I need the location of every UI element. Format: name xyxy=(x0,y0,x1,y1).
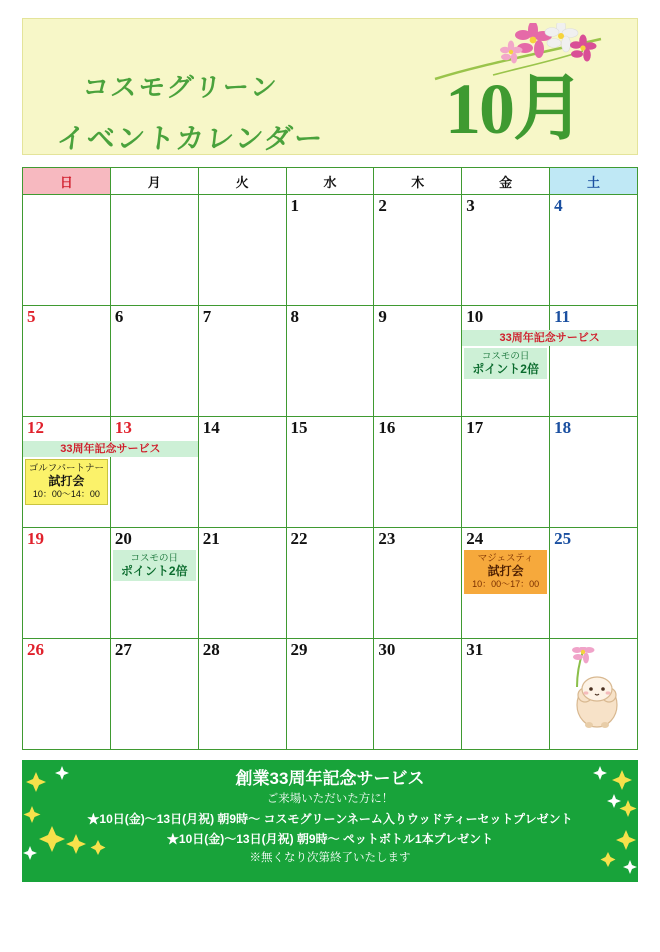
footer-offer-1: ★10日(金)〜13日(月祝) 朝9時〜 コスモグリーンネーム入りウッドティーセットプレゼント xyxy=(87,812,573,826)
day-number: 5 xyxy=(27,307,36,326)
sheep-mascot-icon xyxy=(559,647,629,733)
event-line2: ポイント2倍 xyxy=(472,362,539,376)
day-number: 15 xyxy=(290,418,308,437)
event-line1: ゴルフパートナー xyxy=(28,463,105,474)
weekday-sun: 日 xyxy=(23,168,111,195)
day-number: 10 xyxy=(466,307,484,326)
calendar-title: イベントカレンダー xyxy=(55,123,326,154)
day-number: 14 xyxy=(202,418,220,437)
day-cell-2[interactable] xyxy=(374,195,462,306)
day-number: 8 xyxy=(290,307,300,326)
day-cell-1[interactable] xyxy=(286,195,374,306)
day-number: 13 xyxy=(114,418,132,437)
day-cell-17[interactable] xyxy=(462,417,550,528)
weekday-wed: 水 xyxy=(286,168,374,195)
footer-title: 創業33周年記念サービス xyxy=(235,769,425,788)
day-cell-5[interactable] xyxy=(23,306,111,417)
day-number: 28 xyxy=(202,640,220,659)
weekday-mon: 月 xyxy=(110,168,198,195)
day-number: 19 xyxy=(27,529,44,548)
event-majesty[interactable] xyxy=(464,550,547,594)
calendar-grid xyxy=(22,167,638,750)
footer-note: ※無くなり次第終了いたします xyxy=(249,852,411,864)
day-number: 16 xyxy=(378,418,396,437)
day-cell-18[interactable] xyxy=(550,417,638,528)
day-number: 27 xyxy=(114,640,132,659)
anniversary-banner: 33周年記念サービス xyxy=(462,330,637,346)
day-number: 6 xyxy=(114,307,124,326)
day-cell-21[interactable] xyxy=(198,528,286,639)
day-cell-22[interactable] xyxy=(286,528,374,639)
day-cell-24[interactable] xyxy=(462,528,550,639)
day-cell-25[interactable] xyxy=(550,528,638,639)
day-cell-15[interactable] xyxy=(286,417,374,528)
weekday-thu: 木 xyxy=(374,168,462,195)
day-number: 18 xyxy=(554,418,572,437)
day-number: 4 xyxy=(554,196,563,215)
day-cell-29[interactable] xyxy=(286,639,374,750)
footer-offer-2: ★10日(金)〜13日(月祝) 朝9時〜 ペットボトル1本プレゼント xyxy=(166,832,494,846)
event-line2: ポイント2倍 xyxy=(120,564,188,578)
day-number: 21 xyxy=(202,529,220,548)
day-number: 24 xyxy=(466,529,484,548)
day-number: 29 xyxy=(290,640,308,659)
calendar-week-2 xyxy=(23,306,638,417)
day-cell-mascot xyxy=(550,639,638,750)
day-cell-27[interactable] xyxy=(110,639,198,750)
day-cell-11[interactable] xyxy=(550,306,638,417)
calendar-page xyxy=(0,18,660,952)
weekday-header-row xyxy=(23,168,638,195)
day-cell-3[interactable] xyxy=(462,195,550,306)
event-golf-partner[interactable] xyxy=(25,459,108,505)
day-cell-4[interactable] xyxy=(550,195,638,306)
day-number: 2 xyxy=(378,196,387,215)
day-number: 12 xyxy=(27,418,44,437)
event-line1: コスモの日 xyxy=(481,351,530,362)
footer-promo xyxy=(22,760,638,882)
event-line3: 10：00〜14：00 xyxy=(32,489,100,499)
day-cell-26[interactable] xyxy=(23,639,111,750)
day-cell-28[interactable] xyxy=(198,639,286,750)
event-line2: 試打会 xyxy=(487,564,524,578)
day-number: 23 xyxy=(378,529,396,548)
weekday-tue: 火 xyxy=(198,168,286,195)
calendar-week-3 xyxy=(23,417,638,528)
day-number: 25 xyxy=(554,529,572,548)
day-number: 31 xyxy=(466,640,484,659)
day-cell-6[interactable] xyxy=(110,306,198,417)
day-number: 30 xyxy=(378,640,396,659)
day-cell-13[interactable] xyxy=(110,417,198,528)
month-label: 10月 xyxy=(444,69,583,149)
day-cell-14[interactable] xyxy=(198,417,286,528)
calendar-week-5 xyxy=(23,639,638,750)
day-cell-empty xyxy=(198,195,286,306)
event-line3: 10：00〜17：00 xyxy=(472,579,540,589)
day-cell-20[interactable] xyxy=(110,528,198,639)
day-number: 7 xyxy=(202,307,212,326)
brand-name: コスモグリーン xyxy=(81,72,280,102)
day-number: 17 xyxy=(466,418,484,437)
day-cell-16[interactable] xyxy=(374,417,462,528)
day-number: 20 xyxy=(114,529,132,548)
day-number: 11 xyxy=(554,307,571,326)
calendar-week-1 xyxy=(23,195,638,306)
day-cell-8[interactable] xyxy=(286,306,374,417)
event-cosmo-day[interactable] xyxy=(113,550,196,581)
day-cell-19[interactable] xyxy=(23,528,111,639)
day-cell-empty xyxy=(110,195,198,306)
day-cell-23[interactable] xyxy=(374,528,462,639)
day-cell-31[interactable] xyxy=(462,639,550,750)
anniversary-banner: 33周年記念サービス xyxy=(23,441,198,457)
weekday-fri: 金 xyxy=(462,168,550,195)
day-number: 3 xyxy=(466,196,475,215)
day-number: 26 xyxy=(27,640,44,659)
day-number: 9 xyxy=(378,307,387,326)
footer-subtitle: ご来場いただいた方に！ xyxy=(266,793,394,805)
day-number: 22 xyxy=(290,529,308,548)
weekday-sat: 土 xyxy=(550,168,638,195)
day-cell-7[interactable] xyxy=(198,306,286,417)
day-cell-empty xyxy=(23,195,111,306)
event-line1: コスモの日 xyxy=(130,553,179,564)
event-line1: マジェスティ xyxy=(477,553,534,564)
calendar-week-4 xyxy=(23,528,638,639)
event-cosmo-day[interactable] xyxy=(464,348,547,379)
calendar-header xyxy=(22,18,638,155)
day-number: 1 xyxy=(290,196,300,215)
day-cell-30[interactable] xyxy=(374,639,462,750)
day-cell-9[interactable] xyxy=(374,306,462,417)
event-line2: 試打会 xyxy=(48,474,85,488)
